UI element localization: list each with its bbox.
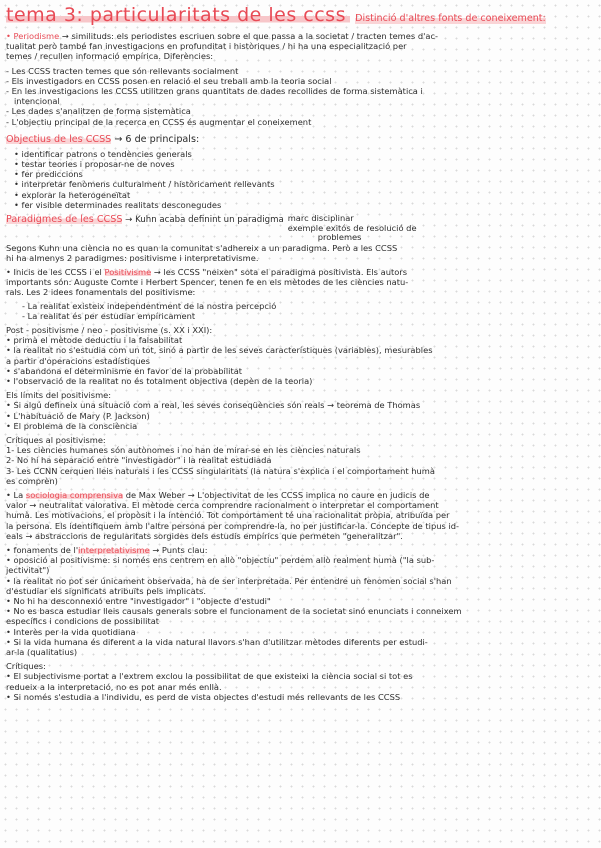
list-item: 3- Les CCNN cerquen lleis naturals i les CCSS singularitats (la natura s'explica i el comportament humà	[6, 465, 435, 476]
list-item: • Si algú defineix una situació com a real, les seves conseqüències són reals → teorema de Thomas	[6, 400, 421, 411]
sociologia-line: • La sociologia comprensiva de Max Weber → L'objectivitat de les CCSS implica no caure en judicis de	[6, 490, 430, 501]
section-heading-paradigmes: Paradigmes de les CCSS → Kuhn acaba definint un paradigma marc disciplinar exemple exitós de resolució de problemes	[6, 213, 417, 243]
periodisme-label: • Periodisme	[6, 31, 60, 41]
list-item: • l'observació de la realitat no és totalment objectiva (depèn de la teoria)	[6, 375, 313, 386]
list-item: 1- Les ciències humanes són autònomes i no han de mirar-se en les ciències naturals	[6, 445, 361, 456]
list-item: • fer visible determinades realitats desconegudes	[14, 199, 222, 210]
list-item: específics i condicions de possibilitat	[6, 616, 160, 627]
list-item: • primà el mètode deductiu i la falsabilitat	[6, 335, 183, 346]
periodisme-text: → similituds: els periodistes escriuen sobre el que passa a la societat / tracten temes d'ac-	[59, 31, 439, 41]
section-heading-objectius: Objectius de les CCSS → 6 de principals:	[6, 133, 200, 145]
list-item: d'estudiar els significats atribuïts pels implicats.	[6, 585, 206, 596]
list-item: - Les dades s'analitzen de forma sistemàtica	[6, 106, 191, 117]
crit-heading: Crítiques al positivisme:	[6, 435, 106, 445]
paragraph-line: valor → neutralitat valorativa. El mètode cerca comprendre racionalment o interpretar el comportament	[6, 500, 439, 511]
notes-page	[6, 4, 596, 702]
paradigm-definition: marc disciplinar exemple exitós de resolució de problemes	[287, 213, 417, 243]
interpretativisme-label: interpretativisme	[78, 545, 150, 556]
crit2-heading: Crítiques:	[6, 661, 46, 672]
list-item: - Les CCSS tracten temes que són rellevants socialment	[6, 65, 239, 76]
list-item: es comprèn)	[6, 475, 58, 486]
positivisme-label: Positivisme	[104, 266, 152, 277]
list-item: • la realitat no pot ser únicament observada, ha de ser interpretada. Per entendre un fenomen social s'han	[6, 575, 452, 586]
list-item: • identificar patrons o tendències generals	[14, 148, 192, 159]
list-item: • oposició al positivisme: si només ens centrem en allò "objectiu" perdem allò realment humà ("la sub-	[6, 555, 435, 566]
list-item: • testar teories i proposar-ne de noves	[14, 159, 175, 170]
paragraph-line: importants són: Auguste Comte i Herbert Spencer, tenen fe en els mètodes de les ciències natu-	[6, 277, 409, 288]
list-item: • la realitat no s'estudia com un tot, sinó a partir de les seves característiques (variables), mesurables	[6, 345, 433, 356]
periodisme-line	[6, 31, 596, 41]
periodisme-line-2: tualitat però també fan investigacions en profunditat i històriques / hi ha una especialització per	[6, 41, 407, 52]
list-item: • El problema de la consciència	[6, 420, 138, 431]
list-item: - En les investigacions les CCSS utilitzen grans quantitats de dades recollides de forma sistemàtica i	[6, 86, 423, 97]
paragraph-line: rals. Les 2 idees fonamentals del positivisme:	[6, 287, 196, 298]
list-item: jectivitat")	[6, 565, 50, 576]
list-item: • L'habituació de Mary (P. Jackson)	[6, 410, 150, 421]
section-heading-distincio: Distinció d'altres fonts de coneixement:	[355, 13, 546, 24]
post-positivisme-heading: Post - positivisme / neo - positivisme (s. XX i XXI):	[6, 324, 213, 335]
periodisme-line-3: temes / recullen informació empírica. Diferències:	[6, 51, 214, 62]
list-item: - La realitat existeix independentment de la nostra percepció	[22, 300, 277, 311]
list-item: a partir d'operacions estadístiques	[6, 355, 150, 366]
list-item: redueix a la interpretació, no es pot anar més enllà.	[6, 681, 222, 692]
list-item: - Els investigadors en CCSS posen en relació el seu treball amb la teoria social	[6, 75, 332, 86]
interpretativisme-line: • fonaments de l'interpretativisme → Punts clau:	[6, 545, 208, 556]
list-item: ar-la (qualitatius)	[6, 647, 78, 658]
positivisme-line: • Inicis de les CCSS i el Positivisme → les CCSS "neixen" sota el paradigma positivista. Els autors	[6, 266, 408, 277]
list-item: • Si la vida humana és diferent a la vida natural llavors s'han d'utilitzar mètodes diferents per estudi-	[6, 636, 428, 647]
paragraph-line: la persona. Els identifiquem amb l'altre persona per comprendre-la, no per justificar-la. Concepte de tipus id-	[6, 520, 460, 531]
paragraph-line: eals → abstraccions de regularitats sorgides dels estudis empírics que permeten "generalitzar".	[6, 530, 403, 541]
sociologia-label: sociologia comprensiva	[25, 490, 124, 501]
list-item: • Interès per la vida quotidiana	[6, 626, 136, 637]
list-item: - L'objectiu principal de la recerca en CCSS és augmentar el coneixement	[6, 116, 312, 127]
paragraph-line: Segons Kuhn una ciència no es quan la comunitat s'adhereix a un paradigma. Però a les CCSS	[6, 242, 398, 253]
list-item: • Si només s'estudia a l'individu, es perd de vista objectes d'estudi més rellevants de les CCSS	[6, 691, 401, 702]
list-item: • interpretar fenòmens culturalment / històricament rellevants	[14, 179, 275, 190]
list-item: - La realitat és per estudiar empíricament	[22, 310, 196, 321]
list-item: • No es basca estudiar lleis causals generals sobre el funcionament de la societat sinó enunciats i conneixem	[6, 606, 462, 617]
list-item: 2- No hi ha separació entre "investigador" i la realitat estudiada	[6, 455, 272, 466]
list-item: • No hi ha desconnexió entre "investigador" i "objecte d'estudi"	[6, 596, 271, 607]
list-item: • s'abandona el determinisme en favor de la probabilitat	[6, 365, 243, 376]
paragraph-line: humà. Les motivacions, el propòsit i la intenció. Tot comportament té una racionalitat pròpia, atribuïda per	[6, 510, 450, 521]
list-item: intencional	[14, 96, 60, 107]
list-item: • explorar la heterogeneïtat	[14, 189, 131, 200]
page-title: tema 3: particularitats de les ccss	[6, 4, 350, 26]
limits-heading: Els límits del positivisme:	[6, 390, 112, 401]
list-item: • El subjectivisme portat a l'extrem exclou la possibilitat de que existeixi la ciència social si tot es	[6, 671, 413, 682]
paragraph-line: hi ha almenys 2 paradigmes: positivisme i interpretativisme.	[6, 252, 259, 263]
list-item: • fer prediccions	[14, 169, 83, 180]
